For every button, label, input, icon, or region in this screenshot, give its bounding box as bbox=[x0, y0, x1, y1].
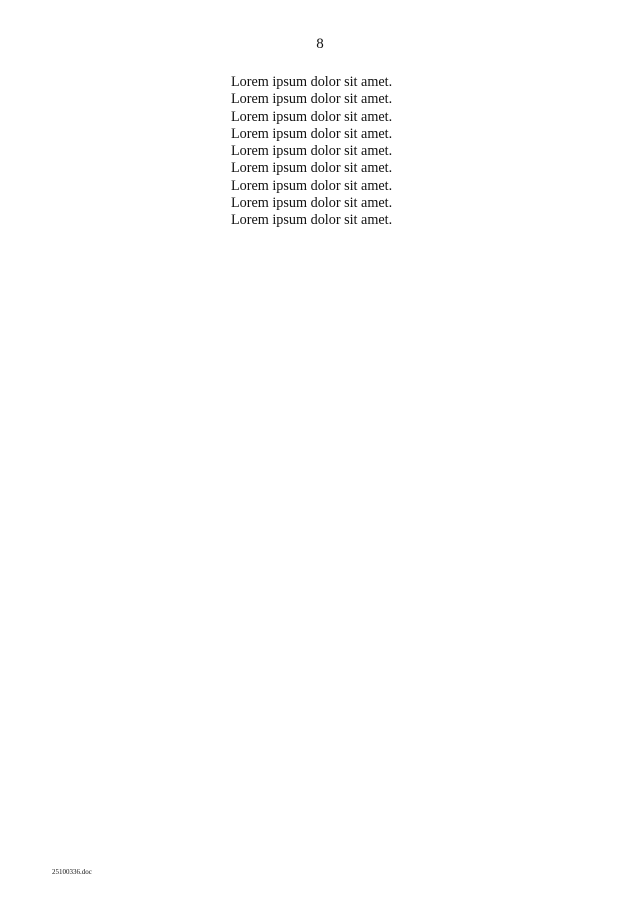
paragraph-indicator-1-13: Lorem ipsum dolor sit amet. bbox=[231, 160, 393, 177]
paragraph-indicator-1-14: Lorem ipsum dolor sit amet. bbox=[231, 177, 393, 194]
paragraph-indicator-1-12: Lorem ipsum dolor sit amet. bbox=[231, 143, 393, 160]
footer-document-code: 25100336.doc bbox=[52, 868, 92, 876]
paragraph-indicator-1-8: Lorem ipsum dolor sit amet. bbox=[231, 74, 393, 90]
paragraph-indicator-1-10: Lorem ipsum dolor sit amet. bbox=[231, 108, 393, 125]
paragraph-indicator-1-16: Lorem ipsum dolor sit amet. bbox=[231, 212, 393, 229]
page-number: 8 bbox=[316, 36, 324, 52]
paragraph-indicator-1-15: Lorem ipsum dolor sit amet. bbox=[231, 195, 393, 212]
paragraph-indicator-1-11: Lorem ipsum dolor sit amet. bbox=[231, 125, 393, 142]
document-body bbox=[231, 74, 571, 230]
paragraph-indicator-1-9: Lorem ipsum dolor sit amet. bbox=[231, 91, 393, 108]
